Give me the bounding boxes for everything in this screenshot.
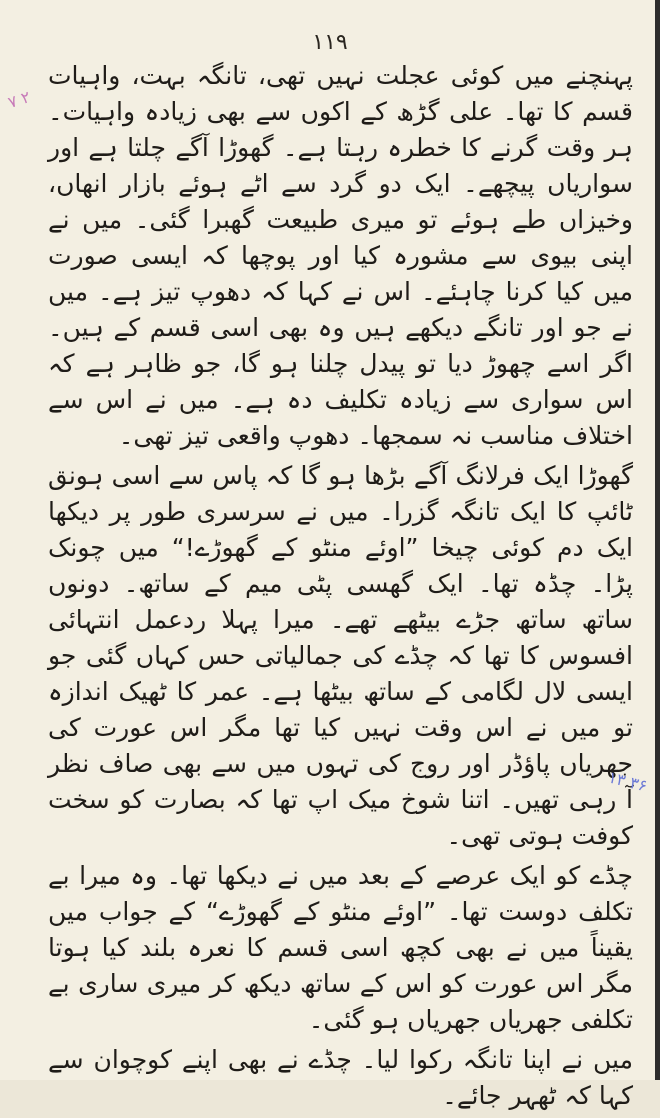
paragraph-4: میں نے اپنا تانگہ رکوا لیا۔ چڈے نے بھی اپنے کوچوان سے کہا کہ ٹھہر جائے۔ [48, 1045, 633, 1110]
paragraph-3: چڈے کو ایک عرصے کے بعد میں نے دیکھا تھا۔ وہ میرا بے تکلف دوست تھا۔ ”اوئے منٹو کے گھوڑے“ کے جواب میں یقیناً میں نے بھی کچھ اسی قسم کا نعرہ بلند کیا ہوتا مگر اس عورت کو اس کے ساتھ دیکھ کر میری ساری بے تکلفی جھریاں جھریاں ہو گئی۔ [48, 861, 633, 1034]
page-edge [655, 0, 660, 1080]
margin-note-top: ۷ ۲ [5, 87, 33, 112]
body-text [48, 58, 633, 1118]
margin-note-bottom: ۱۳ ۳۶ [606, 767, 650, 796]
page-number: ۱۱۹ [312, 30, 348, 55]
paragraph-1: پہنچنے میں کوئی عجلت نہیں تھی، تانگہ بہت، واہیات قسم کا تھا۔ علی گڑھ کے اکوں سے بھی زیادہ واہیات۔ ہر وقت گرنے کا خطرہ رہتا ہے۔ گھوڑا آگے چلتا ہے اور سواریاں پیچھے۔ ایک دو گرد سے اٹے ہوئے بازار انھاں، وخیزاں طے ہوئے تو میری طبیعت گھبرا گئی۔ میں نے اپنی بیوی سے مشورہ کیا اور پوچھا کہ ایسی صورت میں کیا کرنا چاہئے۔ اس نے کہا کہ دھوپ تیز ہے۔ میں نے جو اور تانگے دیکھے ہیں وہ بھی اسی قسم کے ہیں۔ اگر اسے چھوڑ دیا تو پیدل چلنا ہو گا، جو ظاہر ہے کہ اس سواری سے زیادہ تکلیف دہ ہے۔ میں نے اس سے اختلاف مناسب نہ سمجھا۔ دھوپ واقعی تیز تھی۔ [48, 61, 633, 450]
paragraph-2: گھوڑا ایک فرلانگ آگے بڑھا ہو گا کہ پاس سے اسی ہونق ٹائپ کا ایک تانگہ گزرا۔ میں نے سرسری طور پر دیکھا ایک دم کوئی چیخا ”اوئے منٹو کے گھوڑے!“ میں چونک پڑا۔ چڈہ تھا۔ ایک گھسی پٹی میم کے ساتھ۔ دونوں ساتھ ساتھ جڑے بیٹھے تھے۔ میرا پہلا ردعمل انتہائی افسوس کا تھا کہ چڈے کی جمالیاتی حس کہاں گئی جو ایسی لال لگامی کے ساتھ بیٹھا ہے۔ عمر کا ٹھیک اندازہ تو میں نے اس وقت نہیں کیا تھا مگر اس عورت کی جھریاں پاؤڈر اور روج کی تہوں میں سے بھی صاف نظر آ رہی تھیں۔ اتنا شوخ میک اپ تھا کہ بصارت کو سخت کوفت ہوتی تھی۔ [48, 461, 633, 850]
